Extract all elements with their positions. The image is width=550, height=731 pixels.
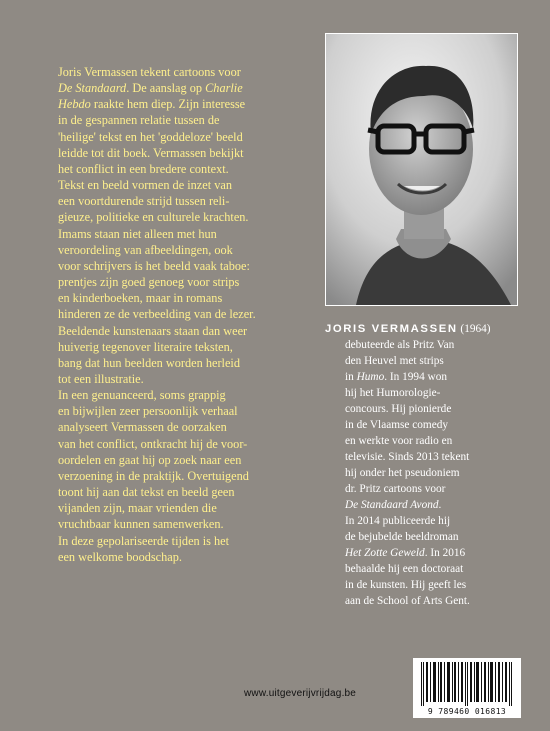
bio-line: televisie. Sinds 2013 tekent	[345, 451, 470, 463]
bio-line: De Standaard Avond.	[345, 499, 442, 511]
blurb-line: vruchtbaar kunnen samenwerken.	[58, 517, 224, 532]
bio-line: in Humo. In 1994 won	[345, 371, 448, 383]
blurb-line: In deze gepolariseerde tijden is het	[58, 533, 230, 548]
blurb-line: leidde tot dit boek. Vermassen bekijkt	[58, 145, 244, 160]
bio-line: de bejubelde beeldroman	[345, 531, 459, 543]
author-bio	[325, 321, 525, 609]
isbn-barcode	[413, 658, 521, 718]
blurb-line: een welkome boodschap.	[58, 549, 182, 564]
blurb-line: Imams staan niet alleen met hun	[58, 226, 217, 241]
publisher-url: www.uitgeverijvrijdag.be	[244, 688, 357, 699]
blurb-line: vijanden zijn, maar vrienden die	[58, 501, 217, 516]
bio-line: dr. Pritz cartoons voor	[345, 483, 446, 495]
blurb-line: 'heilige' tekst en het 'goddeloze' beeld	[58, 129, 243, 144]
blurb-line: in de gespannen relatie tussen de	[58, 113, 220, 128]
blurb-line: In een genuanceerd, soms grappig	[58, 388, 226, 403]
bio-line: hij onder het pseudoniem	[345, 467, 460, 479]
bio-line: behaalde hij een doctoraat	[345, 563, 464, 575]
bio-line: den Heuvel met strips	[345, 355, 444, 367]
blurb-line: oordelen en gaat hij op zoek naar een	[58, 452, 242, 467]
bio-line: in de Vlaamse comedy	[345, 419, 449, 431]
bio-line: Het Zotte Geweld. In 2016	[345, 547, 466, 559]
isbn-digits: 9 789460 016813	[427, 707, 507, 716]
blurb-line: tot een illustratie.	[58, 371, 144, 386]
bio-line: hij het Humorologie-	[345, 387, 441, 399]
blurb-line: verzoening in de praktijk. Overtuigend	[58, 468, 249, 483]
bio-line: aan de School of Arts Gent.	[345, 595, 470, 607]
author-years: (1964)	[457, 323, 491, 335]
blurb-line: gieuze, politieke en culturele krachten.	[58, 210, 249, 225]
blurb-line: veroordeling van afbeeldingen, ook	[58, 242, 233, 257]
author-photo	[325, 33, 518, 306]
blurb-line: van het conflict, ontkracht hij de voor-	[58, 436, 248, 451]
blurb-line: De Standaard. De aanslag op Charlie	[58, 81, 243, 96]
barcode-bars	[421, 662, 513, 706]
blurb-line: en bijwijlen zeer persoonlijk verhaal	[58, 404, 238, 419]
blurb-line: Hebdo raakte hem diep. Zijn interesse	[58, 97, 246, 112]
blurb-line: huiverig tegenover literaire teksten,	[58, 339, 233, 354]
blurb-line: Tekst en beeld vormen de inzet van	[58, 178, 232, 193]
blurb-line: Beeldende kunstenaars staan dan weer	[58, 323, 248, 338]
blurb-line: een voortdurende strijd tussen reli-	[58, 194, 230, 209]
blurb-line: voor schrijvers is het beeld vaak taboe:	[58, 258, 250, 273]
author-name-line	[325, 321, 525, 337]
blurb-text	[58, 64, 320, 565]
blurb-line: hinderen ze de verbeelding van de lezer.	[58, 307, 256, 322]
blurb-line: en kinderboeken, maar in romans	[58, 291, 223, 306]
blurb-line: prentjes zijn goed genoeg voor strips	[58, 275, 240, 290]
bio-line: In 2014 publiceerde hij	[345, 515, 451, 527]
blurb-line: bang dat hun beelden worden herleid	[58, 355, 240, 370]
bio-line: in de kunsten. Hij geeft les	[345, 579, 467, 591]
blurb-line: het conflict in een bredere context.	[58, 161, 229, 176]
bio-line: concours. Hij pionierde	[345, 403, 452, 415]
author-name: JORIS VERMASSEN	[325, 323, 458, 335]
blurb-line: Joris Vermassen tekent cartoons voor	[58, 65, 241, 79]
blurb-line: analyseert Vermassen de oorzaken	[58, 420, 227, 435]
bio-line: debuteerde als Pritz Van	[345, 339, 455, 351]
blurb-line: toont hij aan dat tekst en beeld geen	[58, 485, 235, 500]
bio-line: en werkte voor radio en	[345, 435, 453, 447]
